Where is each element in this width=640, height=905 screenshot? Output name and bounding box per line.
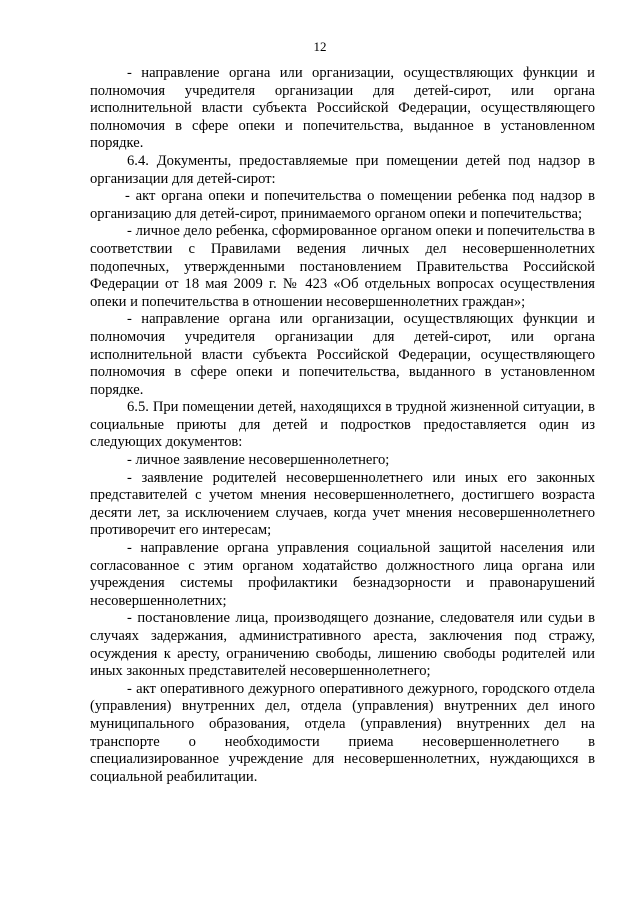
paragraph-act-guardianship: - акт органа опеки и попечительства о помещении ребенка под надзор в организацию для детей-сирот, принимаемого органом опеки и попечительства;: [90, 188, 595, 222]
paragraph-duty-officer-act: - акт оперативного дежурного оперативного дежурного, городского отдела (управления) внутренних дел, отдела (управления) внутренних дел иного муниципального образования, отдела (управления) внутренних дел на транспорте о необходимости приема несовершеннолетнего в специализированное учреждение для несовершеннолетних, нуждающихся в социальной реабилитации.: [90, 680, 595, 785]
paragraph-investigator-resolution: - постановление лица, производящего дознание, следователя или судьи в случаях задержания, административного ареста, заключения под стражу, осуждения к аресту, ограничению свободы, лишению свободы родителей или иных законных представителей несовершеннолетнего;: [90, 610, 595, 680]
paragraph-direction-organ-1: - направление органа или организации, осуществляющих функции и полномочия учредителя организации для детей-сирот, или органа исполнительной власти субъекта Российской Федерации, осуществляющего полномочия в сфере опеки и попечительства, выданное в установленном порядке.: [90, 65, 595, 152]
paragraph-social-protection-direction: - направление органа управления социальной защитой населения или согласованное с этим органом ходатайство должностного лица органа или учреждения системы профилактики безнадзорности и правонарушений несовершеннолетних;: [90, 540, 595, 609]
paragraph-section-6-4: 6.4. Документы, предоставляемые при помещении детей под надзор в организации для детей-сирот:: [90, 152, 595, 187]
paragraph-direction-organ-2: - направление органа или организации, осуществляющих функции и полномочия учредителя организации для детей-сирот, или органа исполнительной власти субъекта Российской Федерации, осуществляющего полномочия в сфере опеки и попечительства, выданного в установленном порядке.: [90, 311, 595, 398]
paragraph-personal-statement: - личное заявление несовершеннолетнего;: [127, 452, 390, 469]
paragraph-section-6-5: 6.5. При помещении детей, находящихся в трудной жизненной ситуации, в социальные приюты для детей и подростков предоставляется один из следующих документов:: [90, 399, 595, 451]
paragraph-personal-file: - личное дело ребенка, сформированное органом опеки и попечительства в соответствии с Правилами ведения личных дел несовершеннолетних подопечных, утвержденными постановлением Правительства Российской Федерации от 18 мая 2009 г. № 423 «Об отдельных вопросах осуществления опеки и попечительства в отношении несовершеннолетних граждан»;: [90, 223, 595, 310]
document-body: [90, 65, 595, 786]
page-number: 12: [313, 39, 327, 54]
paragraph-parents-statement: - заявление родителей несовершеннолетнего или иных его законных представителей с учетом мнения несовершеннолетнего, достигшего возраста десяти лет, за исключением случаев, когда учет мнения несовершеннолетнего противоречит его интересам;: [90, 469, 595, 539]
